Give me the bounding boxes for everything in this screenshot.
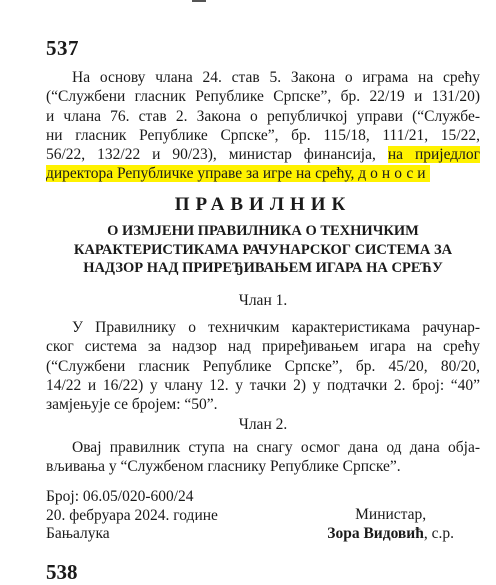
subtitle-line: НАДЗОР НАД ПРИРЕЂИВАЊЕМ ИГАРА НА СРЕЋУ (83, 260, 443, 276)
issue-date: 20. фебруара 2024. године (46, 506, 218, 524)
article-line: 14/22 и 16/22) у члану 12. у тачки 2) у подтачки 2. број: “40” (46, 376, 480, 394)
next-document-number: 538 (46, 560, 78, 584)
document-number: 537 (46, 36, 79, 60)
article-line: У Правилнику о техничким карактеристикама рачунар- (72, 319, 480, 336)
top-rule (192, 0, 206, 2)
document-title: ПРАВИЛНИК (174, 194, 352, 215)
intro-line: На основу члана 24. став 5. Закона о играма на срећу (72, 69, 480, 86)
intro-line-with-highlight (46, 145, 480, 164)
signer-line (327, 525, 454, 544)
article-line: ског система за надзор над приређивањем игара на срећу (46, 338, 480, 356)
intro-line: и члана 76. став 2. Закона о републичкој управи (“Службе- (46, 107, 480, 125)
article-1-heading: Члан 1. (238, 292, 288, 309)
article-line: (“Службени гласник Републике Српске”, бр. 45/20, 80/20, (46, 357, 480, 375)
article-2-heading: Члан 2. (238, 416, 288, 433)
intro-line-highlighted (46, 164, 480, 183)
signature-block (327, 506, 454, 543)
signer-position: Министар, (355, 506, 427, 523)
footer-reference (46, 488, 218, 544)
intro-paragraph (46, 68, 480, 184)
article-line: замјењује се бројем: “50”. (46, 396, 218, 414)
article-2-text (46, 438, 480, 477)
highlighted-text (46, 165, 430, 182)
reference-number: Број: 06.05/020-600/24 (46, 488, 194, 505)
highlighted-text: на приједлог (387, 146, 480, 164)
highlighted-text-proposer: директора Републичке управе за игре на срећу, (46, 165, 355, 183)
intro-line-text: 56/22, 132/22 и 90/23), министар финансија, (46, 146, 376, 164)
subtitle-line: О ИЗМЈЕНИ ПРАВИЛНИКА О ТЕХНИЧКИМ (107, 223, 419, 239)
subtitle-line: КАРАКТЕРИСТИКАМА РАЧУНАРСКОГ СИСТЕМА ЗА (73, 241, 453, 258)
article-line: вљивања у “Службеном гласнику Републике Српске”. (46, 458, 401, 476)
issue-place: Бањалука (46, 525, 110, 542)
article-1-text (46, 318, 480, 414)
intro-line: (“Службени гласник Републике Српске”, бр. 22/19 и 131/20) (46, 88, 480, 106)
article-line: Овај правилник ступа на снагу осмог дана од дана обја- (72, 439, 480, 456)
signer-name: Зора Видовић (327, 524, 424, 542)
enacts-word: доноси (358, 165, 430, 183)
document-subtitle (46, 222, 480, 278)
signer-suffix: , с.р. (423, 524, 454, 542)
intro-line: ни гласник Републике Српске”, бр. 115/18, 111/21, 15/22, (46, 126, 480, 144)
